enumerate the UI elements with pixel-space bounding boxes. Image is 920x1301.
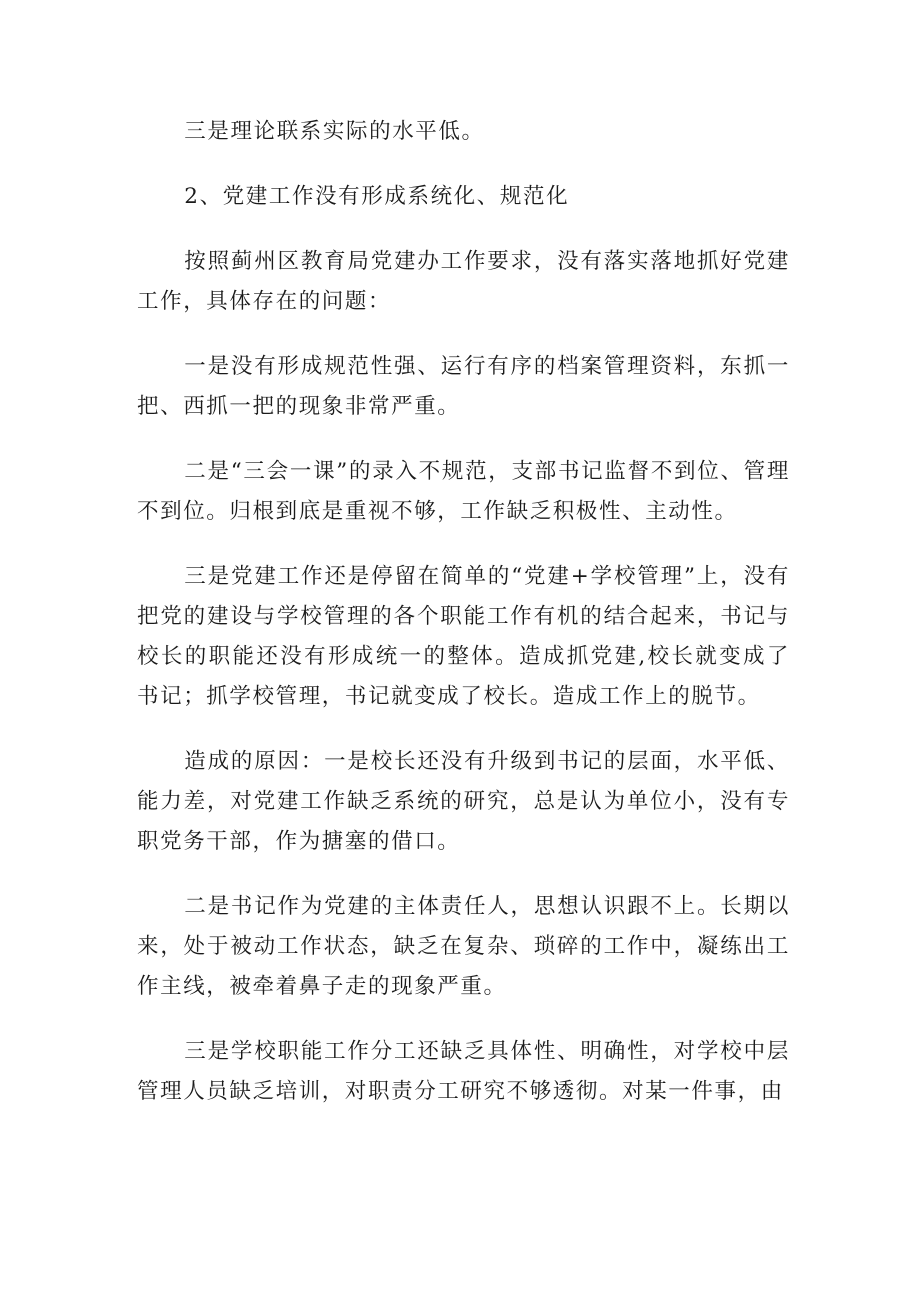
paragraph-cause-one: 造成的原因：一是校长还没有升级到书记的层面，水平低、能力差，对党建工作缺乏系统的研究，总是认为单位小，没有专职党务干部，作为搪塞的借口。: [137, 749, 790, 854]
paragraph-requirements: 按照蓟州区教育局党建办工作要求，没有落实落地抓好党建工作，具体存在的问题：: [137, 249, 790, 314]
paragraph-issue-three: 三是党建工作还是停留在简单的“党建+学校管理”上，没有把党的建设与学校管理的各个职能工作有机的结合起来，书记与校长的职能还没有形成统一的整体。造成抓党建,校长就变成了书记；抓学校管理，书记就变成了校长。造成工作上的脱节。: [137, 564, 790, 709]
section-heading-party-building: 2、党建工作没有形成系统化、规范化: [184, 184, 570, 209]
paragraph-cause-three: 三是学校职能工作分工还缺乏具体性、明确性，对学校中层管理人员缺乏培训，对职责分工研究不够透彻。对某一件事，由: [137, 1039, 790, 1104]
document-body: [137, 112, 790, 1137]
paragraph-issue-two: 二是“三会一课”的录入不规范，支部书记监督不到位、管理不到位。归根到底是重视不够，工作缺乏积极性、主动性。: [137, 459, 790, 524]
paragraph-issue-one: 一是没有形成规范性强、运行有序的档案管理资料，东抓一把、西抓一把的现象非常严重。: [137, 354, 790, 419]
paragraph-level-of-theory-practice: 三是理论联系实际的水平低。: [184, 119, 485, 144]
paragraph-cause-two: 二是书记作为党建的主体责任人，思想认识跟不上。长期以来，处于被动工作状态，缺乏在复杂、琐碎的工作中，凝练出工作主线，被牵着鼻子走的现象严重。: [137, 894, 790, 999]
